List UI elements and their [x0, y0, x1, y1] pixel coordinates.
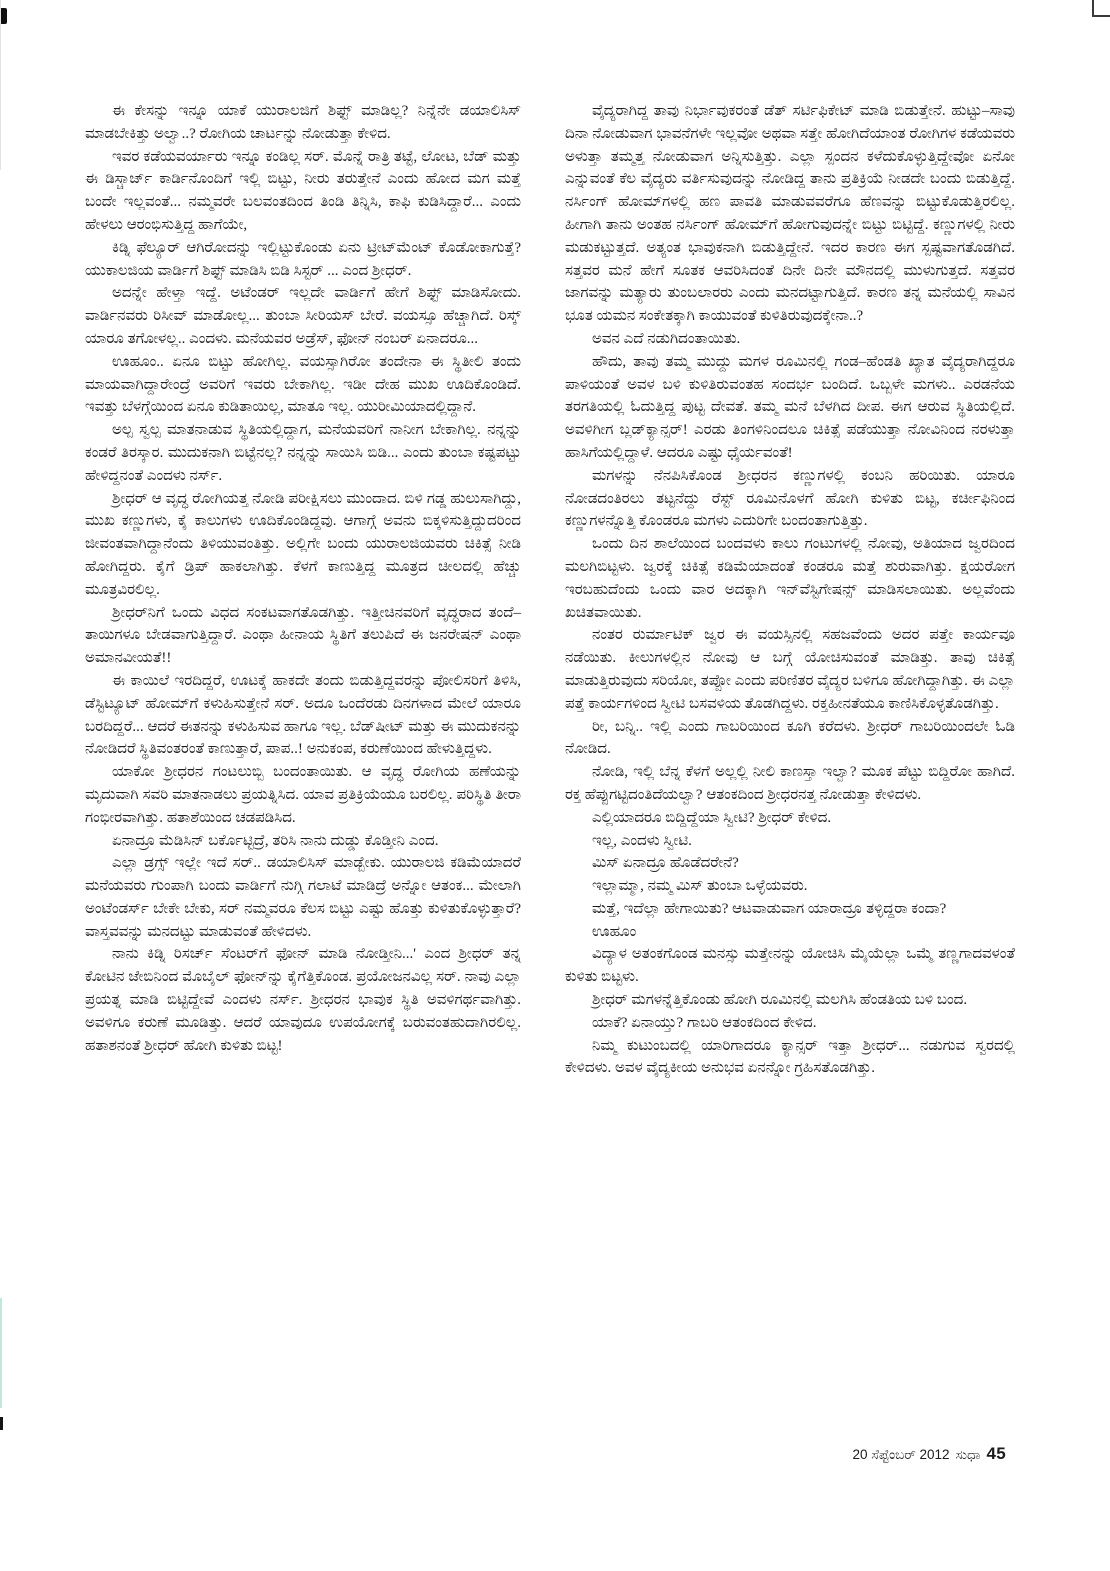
paragraph: ಯಾಕೆ? ಏನಾಯ್ತು? ಗಾಬರಿ ಆತಂಕದಿಂದ ಕೇಳಿದ.: [592, 1014, 817, 1031]
article-column-right: [565, 100, 1015, 1080]
print-registration-mark: [0, 8, 7, 24]
paragraph: ಈ ಕೇಸನ್ನು ಇನ್ನೂ ಯಾಕೆ ಯುರಾಲಜಿಗೆ ಶಿಫ್ಟ್ ಮಾಡಿಲ್ಲ? ನಿನ್ನೆನೇ ಡಯಾಲಿಸಿಸ್ ಮಾಡಬೇಕಿತ್ತು ಅಲ್ವಾ..? ರೋಗಿಯ ಚಾರ್ಟನ್ನು ನೋಡುತ್ತಾ ಕೇಳಿದ.: [85, 103, 521, 142]
paragraph: ಕಿಡ್ನಿ ಫೆಲ್ಯೂರ್ ಆಗಿರೋದನ್ನು ಇಲ್ಲಿಟ್ಟುಕೊಂಡು ಏನು ಟ್ರೀಟ್‌ಮೆಂಟ್ ಕೊಡೋಕಾಗುತ್ತೆ? ಯುಕಾಲಜಿಯ ವಾರ್ಡಿಗೆ ಶಿಫ್ಟ್ ಮಾಡಿಸಿ ಬಿಡಿ ಸಿಸ್ಟರ್ ... ಎಂದ ಶ್ರೀಧರ್.: [85, 239, 521, 279]
article-column-left: [85, 100, 521, 1080]
paragraph: ಇವರ ಕಡೆಯವರ್ಯಾರು ಇನ್ನೂ ಕಂಡಿಲ್ಲ ಸರ್. ಮೊನ್ನೆ ರಾತ್ರಿ ತಟ್ಟೆ, ಲೋಟ, ಬೆಡ್ ಮತ್ತು ಈ ಡಿಸ್ಚಾರ್ಜ್ ಕಾರ್ಡಿನೊಂದಿಗೆ ಇಲ್ಲಿ ಬಿಟ್ಟು, ನೀರು ತರುತ್ತೇನೆ ಎಂದು ಹೋದ ಮಗ ಮತ್ತೆ ಬಂದೇ ಇಲ್ಲವಂತೆ... ನಮ್ಮವರೇ ಬಲವಂತದಿಂದ ತಿಂಡಿ ತಿನ್ನಿಸಿ, ಕಾಫಿ ಕುಡಿಸಿದ್ದಾರೆ... ಎಂದು ಹೇಳಲು ಆರಂಭಿಸುತ್ತಿದ್ದ ಹಾಗೆಯೇ,: [85, 148, 521, 233]
paragraph: ಅವನ ಎದೆ ನಡುಗಿದಂತಾಯಿತು.: [592, 330, 741, 347]
page-footer: [852, 1444, 1006, 1464]
paragraph: ಇಲ್ಲ, ಎಂದಳು ಸ್ವೀಟಿ.: [592, 832, 692, 849]
paragraph: ನಿಮ್ಮ ಕುಟುಂಬದಲ್ಲಿ ಯಾರಿಗಾದರೂ ಕ್ಯಾನ್ಸರ್ ಇತ್ತಾ ಶ್ರೀಧರ್... ನಡುಗುವ ಸ್ವರದಲ್ಲಿ ಕೇಳಿದಳು. ಅವಳ ವೈದ್ಯಕೀಯ ಅನುಭವ ಏನನ್ನೋ ಗ್ರಹಿಸತೊಡಗಿತ್ತು.: [565, 1037, 1015, 1077]
paragraph: ಈ ಕಾಯಿಲೆ ಇರದಿದ್ದರೆ, ಊಟಕ್ಕೆ ಹಾಕದೇ ತಂದು ಬಿಡುತ್ತಿದ್ದವರನ್ನು ಪೋಲಿಸರಿಗೆ ತಿಳಿಸಿ, ಡೆಸ್ಟಿಟ್ಯೂಟ್ ಹೋಮ್‌ಗೆ ಕಳುಹಿಸುತ್ತೇನೆ ಸರ್. ಅದೂ ಒಂದೆರಡು ದಿನಗಳಾದ ಮೇಲೆ ಯಾರೂ ಬರದಿದ್ದರೆ... ಆದರೆ ಈತನನ್ನು ಕಳುಹಿಸುವ ಹಾಗೂ ಇಲ್ಲ. ಬೆಡ್‌ಷೀಟ್ ಮತ್ತು ಈ ಮುದುಕನನ್ನು ನೋಡಿದರೆ ಸ್ಥಿತಿವಂತರಂತೆ ಕಾಣುತ್ತಾರೆ, ಪಾಪ..! ಅನುಕಂಪ, ಕರುಣೆಯಿಂದ ಹೇಳುತ್ತಿದ್ದಳು.: [85, 672, 521, 758]
paragraph: ಶ್ರೀಧರ್‌ನಿಗೆ ಒಂದು ವಿಧದ ಸಂಕಟವಾಗತೊಡಗಿತ್ತು. ಇತ್ತೀಚಿನವರಿಗೆ ವೃದ್ಧರಾದ ತಂದೆ–ತಾಯಿಗಳೂ ಬೇಡವಾಗುತ್ತಿದ್ದಾರೆ. ಎಂಥಾ ಹೀನಾಯ ಸ್ಥಿತಿಗೆ ತಲುಪಿದೆ ಈ ಜನರೇಷನ್ ಎಂಥಾ ಅಮಾನವೀಯತೆ!!: [85, 604, 521, 667]
paragraph: ಶ್ರೀಧರ್ ಆ ವೃದ್ಧ ರೋಗಿಯತ್ತ ನೋಡಿ ಪರೀಕ್ಷಿಸಲು ಮುಂದಾದ. ಬಿಳಿ ಗಡ್ಡ ಹುಲುಸಾಗಿದ್ದು, ಮುಖ ಕಣ್ಣುಗಳು, ಕೈ ಕಾಲುಗಳು ಊದಿಕೊಂಡಿದ್ದವು. ಆಗಾಗ್ಗೆ ಅವನು ಬಿಕ್ಕಳಿಸುತ್ತಿದ್ದುದರಿಂದ ಜೀವಂತವಾಗಿದ್ದಾನೆಂದು ತಿಳಿಯುವಂತಿತ್ತು. ಅಲ್ಲಿಗೇ ಬಂದು ಯುರಾಲಜಿಯವರು ಚಿಕಿತ್ಸೆ ನೀಡಿ ಹೋಗಿದ್ದರು. ಕೈಗೆ ಡ್ರಿಪ್ ಹಾಕಲಾಗಿತ್ತು. ಕೆಳಗೆ ಕಾಣುತ್ತಿದ್ದ ಮೂತ್ರದ ಚೀಲದಲ್ಲಿ ಹೆಚ್ಚು ಮೂತ್ರವಿರಲಿಲ್ಲ.: [85, 490, 521, 598]
paragraph: ಏನಾದ್ರೂ ಮೆಡಿಸಿನ್ ಬರ್ಕೊಟ್ಟಿದ್ರೆ, ತರಿಸಿ ನಾನು ದುಡ್ಡು ಕೊಡ್ತೀನಿ ಎಂದ.: [112, 832, 439, 849]
crop-mark-vertical: [1092, 0, 1094, 16]
page-edge-line: [0, 0, 1, 170]
paragraph: ನಂತರ ರುರ್ಮಾಟಿಕ್ ಜ್ವರ ಈ ವಯಸ್ಸಿನಲ್ಲಿ ಸಹಜವೆಂದು ಅದರ ಪತ್ತೇ ಕಾರ್ಯವೂ ನಡೆಯಿತು. ಕೀಲುಗಳಲ್ಲಿನ ನೋವು ಆ ಬಗ್ಗೆ ಯೋಚಿಸುವಂತೆ ಮಾಡಿತ್ತು. ತಾವು ಚಿಕಿತ್ಸೆ ಮಾಡುತ್ತಿರುವುದು ಸರಿಯೋ, ತಪ್ಪೋ ಎಂದು ಪರಿಣಿತರ ವೈದ್ಯರ ಬಳಿಗೂ ಹೋಗಿದ್ದಾಗಿತ್ತು. ಈ ಎಲ್ಲಾ ಪತ್ತೆ ಕಾರ್ಯಗಳಿಂದ ಸ್ವೀಟಿ ಬಸವಳಿಯ ತೊಡಗಿದ್ದಳು. ರಕ್ತಹೀನತೆಯೂ ಕಾಣಿಸಿಕೊಳ್ಳತೊಡಗಿತ್ತು.: [565, 627, 1015, 712]
paragraph: ಇಲ್ಲಾಮ್ಮಾ, ನಮ್ಮ ಮಿಸ್ ತುಂಬಾ ಒಳ್ಳೆಯವರು.: [592, 878, 808, 895]
left-edge-mark: [0, 1417, 3, 1430]
scan-artifact-line: [0, 1298, 2, 1408]
paragraph: ಮಿಸ್ ಏನಾದ್ರೂ ಹೊಡೆದರೇನೆ?: [592, 855, 739, 872]
paragraph: ರೀ, ಬನ್ನಿ.. ಇಲ್ಲಿ ಎಂದು ಗಾಬರಿಯಿಂದ ಕೂಗಿ ಕರೆದಳು. ಶ್ರೀಧರ್ ಗಾಬರಿಯಿಂದಲೇ ಓಡಿ ನೋಡಿದ.: [565, 718, 1015, 758]
paragraph: ಹೌದು, ತಾವು ತಮ್ಮ ಮುದ್ದು ಮಗಳ ರೂಮಿನಲ್ಲಿ ಗಂಡ–ಹೆಂಡತಿ ಖ್ಯಾತ ವೈದ್ಯರಾಗಿದ್ದರೂ ಪಾಳಿಯಂತೆ ಅವಳ ಬಳಿ ಕುಳಿತಿರುವಂತಹ ಸಂದರ್ಭ ಬಂದಿದೆ. ಒಬ್ಬಳೇ ಮಗಳು.. ಎರಡನೆಯ ತರಗತಿಯಲ್ಲಿ ಓದುತ್ತಿದ್ದ ಪುಟ್ಟ ದೇವತೆ. ತಮ್ಮ ಮನೆ ಬೆಳಗಿದ ದೀಪ. ಈಗ ಆರುವ ಸ್ಥಿತಿಯಲ್ಲಿದೆ. ಅವಳಿಗೀಗ ಬ್ಲಡ್‌ಕ್ಯಾನ್ಸರ್! ಎರಡು ತಿಂಗಳಿನಿಂದಲೂ ಚಿಕಿತ್ಸೆ ಪಡೆಯುತ್ತಾ ನೋವಿನಿಂದ ನರಳುತ್ತಾ ಹಾಸಿಗೆಯಲ್ಲಿದ್ದಾಳೆ. ಆದರೂ ಎಷ್ಟು ಧೈರ್ಯವಂತೆ!: [565, 353, 1015, 461]
paragraph: ವೈದ್ಯರಾಗಿದ್ದ ತಾವು ನಿರ್ಭಾವುಕರಂತೆ ಡೆತ್ ಸರ್ಟಿಫಿಕೇಟ್ ಮಾಡಿ ಬಿಡುತ್ತೇನೆ. ಹುಟ್ಟು–ಸಾವು ದಿನಾ ನೋಡುವಾಗ ಭಾವನೆಗಳೇ ಇಲ್ಲವೋ ಅಥವಾ ಸತ್ತೇ ಹೋಗಿದೆಯಾಂತ ರೋಗಿಗಳ ಕಡೆಯವರು ಅಳುತ್ತಾ ತಮ್ಮತ್ತ ನೋಡುವಾಗ ಅನ್ನಿಸುತ್ತಿತ್ತು. ಎಲ್ಲಾ ಸ್ಪಂದನ ಕಳೆದುಕೊಳ್ಳುತ್ತಿದ್ದೇವೋ ಏನೋ ಎನ್ನುವಂತೆ ಕೆಲ ವೈದ್ಯರು ವರ್ತಿಸುವುದನ್ನು ನೋಡಿದ್ದ ತಾನು ಪ್ರತಿಕ್ರಿಯೆ ನೀಡದೇ ಬಂದು ಬಿಡುತ್ತಿದ್ದೆ. ನರ್ಸಿಂಗ್ ಹೋಮ್‌ಗಳಲ್ಲಿ ಹಣ ಪಾವತಿ ಮಾಡುವವರೆಗೂ ಹೆಣವನ್ನು ಬಿಟ್ಟುಕೊಡುತ್ತಿರಲಿಲ್ಲ. ಹೀಗಾಗಿ ತಾನು ಅಂತಹ ನರ್ಸಿಂಗ್ ಹೋಮ್‌ಗೆ ಹೋಗುವುದನ್ನೇ ಬಿಟ್ಟು ಬಿಟ್ಟಿದ್ದೆ. ಕಣ್ಣುಗಳಲ್ಲಿ ನೀರು ಮಡುಕಟ್ಟುತ್ತದೆ. ಅತ್ಯಂತ ಭಾವುಕನಾಗಿ ಬಿಡುತ್ತಿದ್ದೇನೆ. ಇದರ ಕಾರಣ ಈಗ ಸ್ಪಷ್ಟವಾಗತೊಡಗಿದೆ. ಸತ್ತವರ ಮನೆ ಹೇಗೆ ಸೂತಕ ಆವರಿಸಿದಂತೆ ದಿನೇ ದಿನೇ ಮೌನದಲ್ಲಿ ಮುಳುಗುತ್ತದೆ. ಸತ್ತವರ ಜಾಗವನ್ನು ಮತ್ಯಾರು ತುಂಬಲಾರರು ಎಂದು ಮನದಟ್ಟಾಗುತ್ತಿದೆ. ಕಾರಣ ತನ್ನ ಮನೆಯಲ್ಲಿ ಸಾವಿನ ಭೂತ ಯಮನ ಸಂಕೇತಕ್ಕಾಗಿ ಕಾಯುವಂತೆ ಕುಳಿತಿರುವುದಕ್ಕೇನಾ..?: [565, 103, 1015, 325]
paragraph: ಊಹೂಂ: [592, 923, 637, 940]
paragraph: ಶ್ರೀಧರ್ ಮಗಳನ್ನೆತ್ತಿಕೊಂಡು ಹೋಗಿ ರೂಮಿನಲ್ಲಿ ಮಲಗಿಸಿ ಹೆಂಡತಿಯ ಬಳಿ ಬಂದ.: [592, 992, 968, 1009]
paragraph: ನೋಡಿ, ಇಲ್ಲಿ ಬೆನ್ನ ಕೆಳಗೆ ಅಲ್ಲಲ್ಲಿ ನೀಲಿ ಕಾಣಸ್ತಾ ಇಲ್ವಾ? ಮೂಕ ಪೆಟ್ಟು ಬಿದ್ದಿರೋ ಹಾಗಿದೆ. ರಕ್ತ ಹೆಪ್ಪುಗಟ್ಟಿದಂತಿದೆಯಲ್ವಾ? ಆತಂಕದಿಂದ ಶ್ರೀಧರನತ್ತ ನೋಡುತ್ತಾ ಕೇಳಿದಳು.: [565, 764, 1015, 803]
paragraph: ಅದನ್ನೇ ಹೇಳ್ತಾ ಇದ್ದೆ. ಅಟೆಂಡರ್ ಇಲ್ಲದೇ ವಾರ್ಡಿಗೆ ಹೇಗೆ ಶಿಫ್ಟ್ ಮಾಡಿಸೋದು. ವಾರ್ಡಿನವರು ರಿಸೀವ್ ಮಾಡೋಲ್ಲ... ತುಂಬಾ ಸೀರಿಯಸ್ ಬೇರೆ. ವಯಸ್ಸೂ ಹೆಚ್ಚಾಗಿದೆ. ರಿಸ್ಕ್ ಯಾರೂ ತಗೋಳಲ್ಲ.. ಎಂದಳು. ಮನೆಯವರ ಅಡ್ರೆಸ್, ಫೋನ್ ನಂಬರ್ ಏನಾದರೂ...: [85, 285, 521, 347]
paragraph: ಯಾಕೋ ಶ್ರೀಧರನ ಗಂಟಲುಬ್ಬಿ ಬಂದಂತಾಯಿತು. ಆ ವೃದ್ಧ ರೋಗಿಯ ಹಣೆಯನ್ನು ಮೃದುವಾಗಿ ಸವರಿ ಮಾತನಾಡಲು ಪ್ರಯತ್ನಿಸಿದ. ಯಾವ ಪ್ರತಿಕ್ರಿಯೆಯೂ ಬರಲಿಲ್ಲ. ಪರಿಸ್ಥಿತಿ ತೀರಾ ಗಂಭೀರವಾಗಿತ್ತು. ಹತಾಶೆಯಿಂದ ಚಡಪಡಿಸಿದ.: [85, 764, 521, 826]
issue-date: 20 ಸೆಪ್ಟೆಂಬರ್ 2012: [852, 1447, 950, 1462]
article-body: [85, 100, 1015, 1080]
paragraph: ಒಂದು ದಿನ ಶಾಲೆಯಿಂದ ಬಂದವಳು ಕಾಲು ಗಂಟುಗಳಲ್ಲಿ ನೋವು, ಅತಿಯಾದ ಜ್ವರದಿಂದ ಮಲಗಿಬಿಟ್ಟಳು. ಜ್ವರಕ್ಕೆ ಚಿಕಿತ್ಸೆ ಕಡಿಮೆಯಾದಂತೆ ಕಂಡರೂ ಮತ್ತೆ ಶುರುವಾಗಿತ್ತು. ಕ್ಷಯರೋಗ ಇರಬಹುದೆಂದು ಒಂದು ವಾರ ಅದಕ್ಕಾಗಿ ಇನ್‌ವೆಸ್ಟಿಗೇಷನ್ಸ್ ಮಾಡಿಸಲಾಯಿತು. ಅಲ್ಲವೆಂದು ಖಚಿತವಾಯಿತು.: [565, 536, 1015, 621]
paragraph: ಎಲ್ಲಿಯಾದರೂ ಬಿದ್ದಿದ್ದೆಯಾ ಸ್ವೀಟಿ? ಶ್ರೀಧರ್ ಕೇಳಿದ.: [592, 809, 832, 826]
paragraph: ವಿದ್ಯಾಳ ಅತಂಕಗೊಂಡ ಮನಸ್ಸು ಮತ್ತೇನನ್ನು ಯೋಚಿಸಿ ಮೈಯೆಲ್ಲಾ ಒಮ್ಮೆ ತಣ್ಣಗಾದವಳಂತೆ ಕುಳಿತು ಬಿಟ್ಟಳು.: [565, 946, 1015, 986]
crop-mark-horizontal: [1092, 15, 1110, 17]
paragraph: ಎಲ್ಲಾ ಡ್ರಗ್ಸ್ ಇಲ್ಲೇ ಇದೆ ಸರ್.. ಡಯಾಲಿಸಿಸ್ ಮಾಡ್ಬೇಕು. ಯುರಾಲಜಿ ಕಡಿಮೆಯಾದರೆ ಮನೆಯವರು ಗುಂಪಾಗಿ ಬಂದು ವಾರ್ಡಿಗೆ ನುಗ್ಗಿ ಗಲಾಟೆ ಮಾಡಿದ್ರೆ ಅನ್ನೋ ಆತಂಕ... ಮೇಲಾಗಿ ಅಂಟೆಂಡರ್ಸ್ ಬೇಕೇ ಬೇಕು, ಸರ್ ನಮ್ಮವರೂ ಕೆಲಸ ಬಿಟ್ಟು ಎಷ್ಟು ಹೊತ್ತು ಕುಳಿತುಕೊಳ್ಳುತ್ತಾರೆ? ವಾಸ್ತವವನ್ನು ಮನದಟ್ಟು ಮಾಡುವಂತೆ ಹೇಳಿದಳು.: [85, 855, 521, 940]
magazine-name: ಸುಧಾ: [955, 1447, 981, 1462]
paragraph: ಅಲ್ಪ ಸ್ವಲ್ಪ ಮಾತನಾಡುವ ಸ್ಥಿತಿಯಲ್ಲಿದ್ದಾಗ, ಮನೆಯವರಿಗೆ ನಾನೀಗ ಬೇಕಾಗಿಲ್ಲ. ನನ್ನನ್ನು ಕಂಡರೆ ತಿರಸ್ಕಾರ. ಮುದುಕನಾಗಿ ಬಿಟ್ಟೆನಲ್ಲ? ನನ್ನನ್ನು ಸಾಯಿಸಿ ಬಿಡಿ... ಎಂದು ತುಂಬಾ ಕಷ್ಟಪಟ್ಟು ಹೇಳಿದ್ದನಂತೆ ಎಂದಳು ನರ್ಸ್.: [85, 422, 521, 484]
page-number: 45: [986, 1444, 1006, 1463]
paragraph: ಮಗಳನ್ನು ನೆನಪಿಸಿಕೊಂಡ ಶ್ರೀಧರನ ಕಣ್ಣುಗಳಲ್ಲಿ ಕಂಬನಿ ಹರಿಯಿತು. ಯಾರೂ ನೋಡದಂತಿರಲು ತಟ್ಟನೆದ್ದು ರೆಸ್ಟ್ ರೂಮಿನೊಳಗೆ ಹೋಗಿ ಕುಳಿತು ಬಿಟ್ಟ, ಕರ್ಚೀಫಿನಿಂದ ಕಣ್ಣುಗಳನ್ನೊತ್ತಿ ಕೊಂಡರೂ ಮಗಳು ಎದುರಿಗೇ ಬಂದಂತಾಗುತ್ತಿತ್ತು.: [565, 467, 1015, 530]
paragraph: ಮತ್ತೆ, ಇದೆಲ್ಲಾ ಹೇಗಾಯಿತು? ಆಟವಾಡುವಾಗ ಯಾರಾದ್ರೂ ತಳ್ಳಿದ್ದರಾ ಕಂದಾ?: [592, 900, 947, 917]
paragraph: ಊಹೂಂ.. ಏನೂ ಬಿಟ್ಟು ಹೋಗಿಲ್ಲ. ವಯಸ್ಸಾಗಿರೋ ತಂದೇನಾ ಈ ಸ್ಥಿತೀಲಿ ತಂದು ಮಾಯವಾಗಿದ್ದಾರೇಂದ್ರೆ ಅವರಿಗೆ ಇವರು ಬೇಕಾಗಿಲ್ಲ. ಇಡೀ ದೇಹ ಮುಖ ಊದಿಕೊಂಡಿದೆ. ಇವತ್ತು ಬೆಳಗ್ಗೆಯಿಂದ ಏನೂ ಕುಡಿತಾಯಿಲ್ಲ, ಮಾತೂ ಇಲ್ಲ. ಯುರೀಮಿಯಾದಲ್ಲಿದ್ದಾನೆ.: [85, 353, 521, 416]
paragraph: ನಾನು ಕಿಡ್ನಿ ರಿಸರ್ಚ್ ಸೆಂಟರ್‌ಗೆ ಫೋನ್ ಮಾಡಿ ನೋಡ್ತೀನಿ...' ಎಂದ ಶ್ರೀಧರ್ ತನ್ನ ಕೋಟಿನ ಜೇಬಿನಿಂದ ಮೊಬೈಲ್ ಫೋನ್‌ನ್ನು ಕೈಗೆತ್ತಿಕೊಂಡ. ಪ್ರಯೋಜನವಿಲ್ಲ ಸರ್. ನಾವು ಎಲ್ಲಾ ಪ್ರಯತ್ನ ಮಾಡಿ ಬಿಟ್ಟಿದ್ದೇವೆ ಎಂದಳು ನರ್ಸ್. ಶ್ರೀಧರನ ಭಾವುಕ ಸ್ಥಿತಿ ಅವಳಿಗರ್ಥವಾಗಿತ್ತು. ಅವಳಿಗೂ ಕರುಣೆ ಮೂಡಿತ್ತು. ಆದರೆ ಯಾವುದೂ ಉಪಯೋಗಕ್ಕೆ ಬರುವಂತಹುದಾಗಿರಲಿಲ್ಲ. ಹತಾಶನಂತೆ ಶ್ರೀಧರ್ ಹೋಗಿ ಕುಳಿತು ಬಿಟ್ಟ!: [85, 946, 521, 1054]
